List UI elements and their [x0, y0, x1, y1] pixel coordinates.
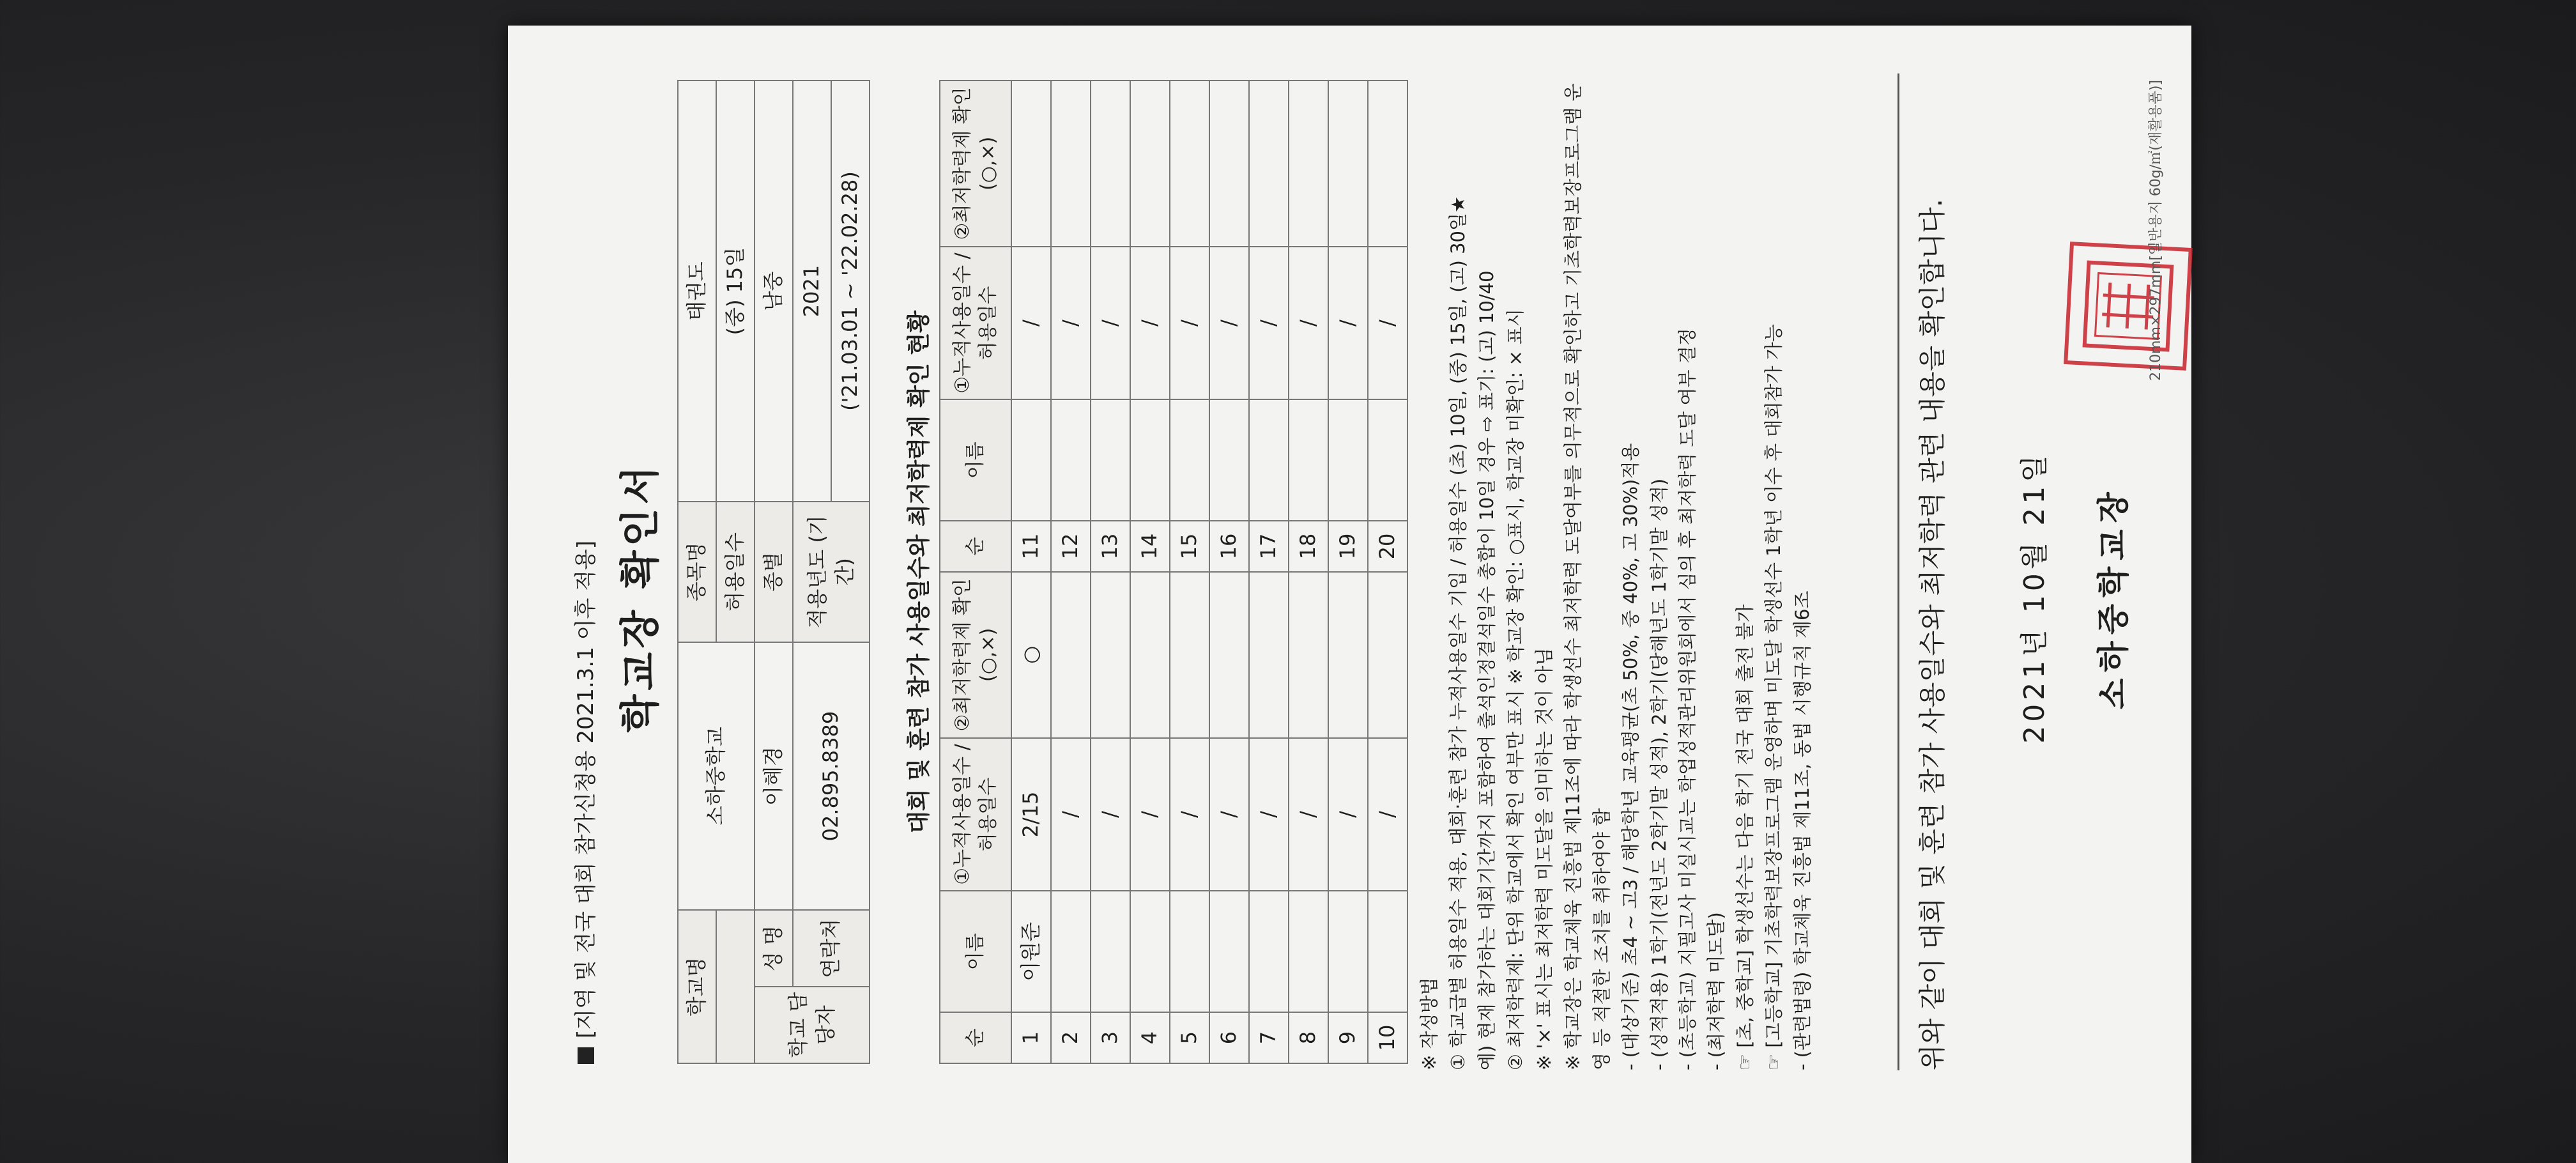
document-title: 학교장 확인서 — [617, 462, 663, 733]
row-no: 5 — [1170, 1012, 1209, 1063]
days-used: / — [1051, 247, 1091, 400]
paper-sheet — [508, 26, 2191, 1163]
athlete-name — [1249, 891, 1289, 1012]
header-days: ①누적사용일수 /허용일수 — [940, 738, 1011, 891]
row-no: 20 — [1368, 521, 1407, 572]
note-line: ※ '×' 표시는 최저학력 미도달을 의미하는 것이 아님 — [1533, 647, 1555, 1070]
header-no-2: 순 — [940, 521, 1011, 572]
academic-check — [1249, 572, 1289, 738]
header-days-2: ①누적사용일수 /허용일수 — [940, 247, 1011, 400]
school-label: 학교명 — [678, 910, 716, 1063]
year-label: 적용년도 (기간) — [793, 502, 870, 642]
table-row — [1091, 81, 1130, 1063]
note-line: ※ 작성방법 — [1418, 977, 1440, 1070]
academic-check — [1249, 81, 1289, 247]
academic-check — [1328, 572, 1368, 738]
academic-check — [1130, 81, 1170, 247]
days-used: / — [1249, 738, 1289, 891]
note-line: 예) 현재 참가하는 대회기간까지 포함하여 출석인정결석일수 총합이 10일 경우 ⇨ 표기: (고) 10/40 — [1475, 270, 1498, 1070]
academic-check — [1289, 572, 1328, 738]
days-used: / — [1170, 738, 1209, 891]
academic-check — [1051, 572, 1091, 738]
days-used: / — [1328, 738, 1368, 891]
phone-label: 연락처 — [793, 910, 870, 987]
header-academic: ②최저학력제 확인(○,×) — [940, 572, 1011, 738]
phone-value: 02.895.8389 — [793, 642, 870, 911]
academic-check — [1368, 572, 1407, 738]
days-used: / — [1209, 738, 1249, 891]
athlete-name — [1368, 399, 1407, 521]
school-label-blank — [716, 910, 755, 1063]
signer-name: 소하중학교장 — [2095, 486, 2132, 709]
row-no: 4 — [1130, 1012, 1170, 1063]
table-row — [1170, 81, 1209, 1063]
athlete-name — [1289, 891, 1328, 1012]
notice-line — [572, 541, 601, 1064]
athlete-name — [1209, 399, 1249, 521]
row-no: 9 — [1328, 1012, 1368, 1063]
notice-text: [지역 및 전국 대회 참가신청용 2021.3.1 이후 적용] — [573, 540, 599, 1038]
official-seal-stamp — [2064, 242, 2193, 371]
paper-size-note: 210mm×297mm[일반용지 60g/㎡(재활용품)] — [2148, 80, 2164, 381]
athlete-roster-table — [939, 80, 1408, 1064]
row-no: 12 — [1051, 521, 1091, 572]
days-used: / — [1130, 738, 1170, 891]
days-used: 2/15 — [1011, 738, 1051, 891]
athlete-name — [1209, 891, 1249, 1012]
roster-caption: 대회 및 훈련 참가 사용일수와 최저학력제 확인 현황 — [906, 310, 932, 834]
days-used: / — [1289, 738, 1328, 891]
academic-check — [1011, 81, 1051, 247]
athlete-name — [1091, 399, 1130, 521]
note-line: - (최저학력 미도달) — [1705, 912, 1728, 1070]
athlete-name — [1130, 399, 1170, 521]
athlete-name — [1130, 891, 1170, 1012]
row-no: 17 — [1249, 521, 1289, 572]
days-used: / — [1130, 247, 1170, 400]
name-label: 성 명 — [755, 910, 793, 987]
issue-date: 2021년 10월 21일 — [2018, 451, 2051, 744]
table-row — [1209, 81, 1249, 1063]
athlete-name — [1091, 891, 1130, 1012]
row-no: 1 — [1011, 1012, 1051, 1063]
table-row — [1051, 81, 1091, 1063]
athlete-name — [1051, 891, 1091, 1012]
days-used: / — [1368, 247, 1407, 400]
academic-check — [1289, 81, 1328, 247]
square-bullet-icon — [578, 1047, 594, 1064]
event-value: 태권도 — [678, 81, 716, 502]
academic-check — [1130, 572, 1170, 738]
academic-check — [1091, 81, 1130, 247]
days-used: / — [1091, 738, 1130, 891]
row-no: 10 — [1368, 1012, 1407, 1063]
note-line: ※ 학교장은 학교체육 진흥법 제11조에 따라 학생선수 최저학력 도달여부를 의무적으로 확인하고 기초학력보장프로그램 운영 등 적절한 조치를 취하여야 함 — [1561, 83, 1613, 1070]
row-no: 19 — [1328, 521, 1368, 572]
athlete-name — [1328, 891, 1368, 1012]
row-no: 14 — [1130, 521, 1170, 572]
table-row — [1249, 81, 1289, 1063]
instructions-notes — [1415, 73, 1817, 1070]
header-no: 순 — [940, 1012, 1011, 1063]
closing-statement: 위와 같이 대회 및 훈련 참가 사용일수와 최저학력 관련 내용을 확인합니다. — [1917, 198, 1948, 1070]
roster-body — [1011, 81, 1407, 1063]
academic-check — [1170, 81, 1209, 247]
note-line: - (초등학교) 지필고사 미실시교는 학업성적관리위원회에서 심의 후 최저학력 도달 여부 결정 — [1676, 328, 1699, 1070]
gender-value: 남중 — [755, 81, 793, 502]
athlete-name — [1051, 399, 1091, 521]
athlete-name — [1249, 399, 1289, 521]
athlete-name — [1011, 399, 1051, 521]
school-info-table — [677, 80, 870, 1064]
certificate-page — [546, 54, 2182, 1141]
athlete-name — [1170, 891, 1209, 1012]
contact-name: 이혜경 — [755, 642, 793, 911]
note-line: - (관련법령) 학교체육 진흥법 제11조, 동법 시행규칙 제6조 — [1791, 590, 1814, 1070]
days-used: / — [1249, 247, 1289, 400]
row-no: 13 — [1091, 521, 1130, 572]
academic-check — [1051, 81, 1091, 247]
academic-check — [1209, 81, 1249, 247]
note-line: ☞ [고등학교] 기초학력보장프로그램 운영하며 미도달 학생선수 1학년 이수 후 대회참가 가능 — [1763, 324, 1785, 1070]
academic-check — [1091, 572, 1130, 738]
row-no: 8 — [1289, 1012, 1328, 1063]
document-photo — [508, 26, 2191, 1163]
academic-check: ○ — [1011, 572, 1051, 738]
allowed-label: 허용일수 — [716, 502, 755, 642]
days-used: / — [1011, 247, 1051, 400]
period-value: ('21.03.01 ~ '22.02.28) — [831, 81, 870, 502]
row-no: 7 — [1249, 1012, 1289, 1063]
gender-label: 종별 — [755, 502, 793, 642]
days-used: / — [1051, 738, 1091, 891]
table-row — [1130, 81, 1170, 1063]
row-no: 11 — [1011, 521, 1051, 572]
days-used: / — [1091, 247, 1130, 400]
header-name-2: 이름 — [940, 399, 1011, 521]
note-line: ☞ [초, 중학교] 학생선수는 다음 학기 전국 대회 출전 불가 — [1734, 604, 1756, 1070]
note-line: ② 최저학력제: 단위 학교에서 확인 여부만 표시 ※ 학교장 확인: ○표시, 학교장 미확인: × 표시 — [1504, 309, 1526, 1070]
academic-check — [1328, 81, 1368, 247]
table-row — [1011, 81, 1051, 1063]
days-used: / — [1289, 247, 1328, 400]
academic-check — [1368, 81, 1407, 247]
note-line: ① 학교급별 허용일수 적용, 대회·훈련 참가 누적사용일수 기입 / 허용일수 (초) 10일, (중) 15일, (고) 30일★ — [1446, 196, 1469, 1070]
athlete-name — [1170, 399, 1209, 521]
athlete-name: 이원준 — [1011, 891, 1051, 1012]
school-name: 소하중학교 — [678, 642, 755, 911]
header-name: 이름 — [940, 891, 1011, 1012]
year-value: 2021 — [793, 81, 831, 502]
row-no: 6 — [1209, 1012, 1249, 1063]
divider — [1897, 73, 1899, 1070]
row-no: 15 — [1170, 521, 1209, 572]
note-line: - (대상기준) 초4 ~ 고3 / 해당학년 교육평균(초 50%, 중 40%, 고 30%)적용 — [1619, 443, 1641, 1070]
row-no: 3 — [1091, 1012, 1130, 1063]
academic-check — [1170, 572, 1209, 738]
row-no: 18 — [1289, 521, 1328, 572]
athlete-name — [1328, 399, 1368, 521]
table-row — [1368, 81, 1407, 1063]
row-no: 2 — [1051, 1012, 1091, 1063]
table-row — [1328, 81, 1368, 1063]
note-line: - (성적적용) 1학기(전년도 2학기말 성적), 2학기(당해년도 1학기말 성적) — [1648, 478, 1670, 1070]
athlete-name — [1289, 399, 1328, 521]
header-academic-2: ②최저학력제 확인(○,×) — [940, 81, 1011, 247]
event-label: 종목명 — [678, 502, 716, 642]
contact-group-label: 학교 담당자 — [755, 987, 870, 1063]
days-used: / — [1328, 247, 1368, 400]
table-row — [1289, 81, 1328, 1063]
roster-header-row — [940, 81, 1011, 1063]
athlete-name — [1368, 891, 1407, 1012]
row-no: 16 — [1209, 521, 1249, 572]
days-used: / — [1368, 738, 1407, 891]
academic-check — [1209, 572, 1249, 738]
days-used: / — [1170, 247, 1209, 400]
allowed-value: (중) 15일 — [716, 81, 755, 502]
days-used: / — [1209, 247, 1249, 400]
